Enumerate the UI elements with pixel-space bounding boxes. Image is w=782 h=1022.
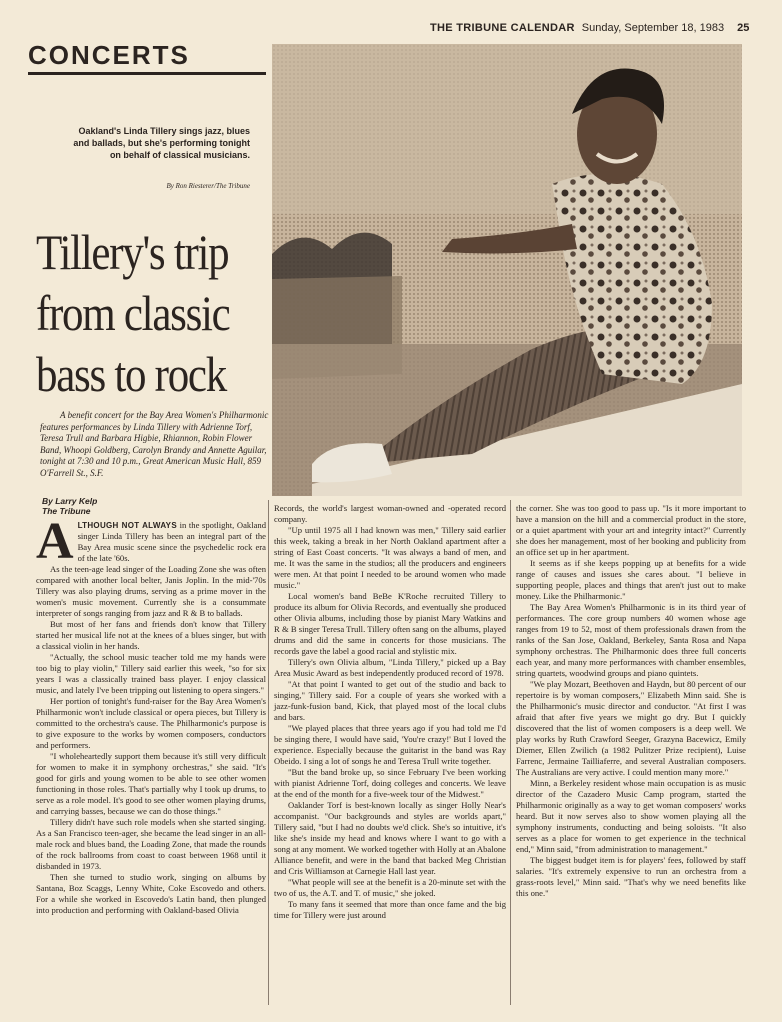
paragraph: "Actually, the school music teacher told me my hands were too big to play violin," Tillery said earlier this week, "so for six years I was a classically trained bass player. I enjoy classical music, and lately I've been tripping out listening to opera singers."	[36, 652, 266, 695]
paragraph: Records, the world's largest woman-owned and -operated record company.	[274, 503, 506, 524]
lead-in: LTHOUGH NOT ALWAYS	[77, 521, 177, 530]
photo-credit: By Ron Riesterer/The Tribune	[166, 182, 250, 190]
event-summary: A benefit concert for the Bay Area Women's Philharmonic features performances by Linda Tillery with Adrienne Torf, Teresa Trull and Barbara Higbie, Rhiannon, Robin Flower Band, Whoopi Goldberg, Carolyn Brandy and Annette Aguilar, tonight at 7:30 and 10 p.m., Great American Music Hall, 859 O'Farrell St., S.F.	[40, 410, 269, 478]
section-rule	[28, 72, 266, 75]
column-divider	[510, 500, 511, 1005]
paragraph-text: in the spotlight, Oakland singer Linda Tillery has been an integral part of the Bay Area music scene since the psychedelic rock era of the late '60s.	[77, 520, 266, 563]
paragraph: The biggest budget item is for players' fees, followed by staff salaries. "It's extremely expensive to run an orchestra from a grass-roots level," Minn said. "That's why we need benefits like this one."	[516, 855, 746, 898]
paragraph: To many fans it seemed that more than once fame and the big time for Tillery were just around	[274, 899, 506, 920]
paragraph: Oaklander Torf is best-known locally as singer Holly Near's accompanist. "Our backgrounds and styles are worlds apart," Tillery said, "but I had no doubts we'd click. She's so intuitive, it's like she's inside my head and knows where I want to go with a song at any moment. We worked together with Holly at an Abalone Alliance benefit, and were in the band that backed Meg Christian and Cris Williamson at Carnegie Hall last year.	[274, 800, 506, 876]
paragraph: As the teen-age lead singer of the Loading Zone she was often compared with another local belter, Janis Joplin. In the mid-'70s Tillery was also playing drums, serving as a prime mover in the women's music movement. Currently she is a consummate interpreter of songs ranging from jazz and R & B to ballads.	[36, 564, 266, 618]
paragraph: Tillery didn't have such role models when she started singing. As a San Francisco teen-ager, she became the lead singer in an all-male rock and blues band, the Loading Zone, that made the rounds of the rock ballrooms from coast to coast between 1968 until it disbanded in 1973.	[36, 817, 266, 871]
paragraph: But most of her fans and friends don't know that Tillery started her musical life not at the knees of a blues singer, but with a classical violin in her hands.	[36, 619, 266, 651]
byline-org: The Tribune	[42, 506, 91, 516]
paragraph: "We play Mozart, Beethoven and Haydn, but 80 percent of our repertoire is by woman composers," Elizabeth Minn said. She is the Philharmonic's music director and conductor. "At first I was afraid that after five years we might go dry. But I quickly discovered that the list of women composers is a deep well. We play works by Ruth Crawford Seeger, Grazyna Bacewicz, Emily Diemer, Ellen Zwilich (a 1982 Pulitzer Prize recipient), Luise Farrenc, Jermaine Tailliaferre, and several Australian composers. The Australians are very active. I could mention many more."	[516, 679, 746, 777]
article-column-1	[36, 513, 266, 916]
publication-date: Sunday, September 18, 1983	[581, 22, 725, 34]
paragraph: Local women's band BeBe K'Roche recruited Tillery to produce its album for Olivia Records, and eventually she produced other Olivia albums, including those by pianist Mary Watkins and R & B singer Teresa Trull. Tillery often sang on the albums, played drums and did the same in concerts for those musicians. The records gave the label a good racial and stylistic mix.	[274, 591, 506, 656]
paragraph: Then she turned to studio work, singing on albums by Santana, Boz Scaggs, Lenny White, Coke Escovedo and others. For a while she worked in Escovedo's Latin band, then plunged into production and performing with Oakland-based Olivia	[36, 872, 266, 915]
headline: Tillery's trip from classic bass to rock	[36, 224, 230, 402]
paragraph: "I wholeheartedly support them because it's still very difficult for women to make it in symphony orchestras," she said. "It's good for girls and young women to be able to see other women functioning in those roles. That's partially why I took up drums, to serve as a role model. It's good to see other women playing drums, and carrying basses, because we can do those things."	[36, 751, 266, 816]
paragraph: Minn, a Berkeley resident whose main occupation is as music director of the Cazadero Music Camp program, started the Philharmonic originally as a way to get woman composers' works heard. But it now serves also to show women playing all the symphony instruments, conducting and being soloists. "It also serves as a place for women to get experience in the technical end," Minn said, "from administration to management."	[516, 778, 746, 854]
paragraph: the corner. She was too good to pass up. "Is it more important to have a mansion on the hill and a commercial product in the store, or a quiet apartment with your art and integrity intact?" Currently she does her management, most of her booking and publicity from an office set up in her apartment.	[516, 503, 746, 557]
publication-name: THE TRIBUNE CALENDAR	[430, 22, 575, 34]
paragraph: "At that point I wanted to get out of the studio and back to singing," Tillery said. For a couple of years she worked with a jazz-funk-fusion band, Kick, that played most of the local clubs and bars.	[274, 679, 506, 722]
photo-caption: Oakland's Linda Tillery sings jazz, blues and ballads, but she's performing tonight on behalf of classical musicians.	[73, 126, 250, 160]
paragraph: Tillery's own Olivia album, "Linda Tillery," picked up a Bay Area Music Award as best independently produced record of 1978.	[274, 657, 506, 678]
column-divider	[268, 500, 269, 1005]
page-number: 25	[737, 22, 750, 34]
section-title: CONCERTS	[28, 40, 190, 70]
paragraph: "We played places that three years ago if you had told me I'd be singing there, I would have said, 'You're crazy!' But I loved the experience. Especially because the guitarist in the band was Ray Obeido. I sing a lot of songs he and Teresa Trull write together.	[274, 723, 506, 766]
photo-graphic	[272, 44, 742, 496]
article-photo	[272, 44, 742, 496]
paragraph: Her portion of tonight's fund-raiser for the Bay Area Women's Philharmonic won't include classical or opera pieces, but Tillery is committed to the orchestra's cause. The Philharmonic's purpose is to give exposure to the works by women composers, conductors and performers.	[36, 696, 266, 750]
paragraph: "Up until 1975 all I had known was men," Tillery said earlier this week, taking a break in her North Oakland apartment after a string of East Coast concerts. "It was always a band of men, and me. It was the same in the studios; all the producers and engineers were men. At that point I needed to be around women who made music."	[274, 525, 506, 590]
paragraph: "But the band broke up, so since February I've been working with pianist Adrienne Torf, doing colleges and concerts. We leave at the end of the month for a five-week tour of the Midwest."	[274, 767, 506, 799]
paragraph: It seems as if she keeps popping up at benefits for a wide range of causes and issues she cares about. "I believe in supporting people, places and things that aren't just out to make money. Like the Philharmonic."	[516, 558, 746, 601]
paragraph: "What people will see at the benefit is a 20-minute set with the two of us, the A.T. and T. of music," she joked.	[274, 877, 506, 898]
byline-author: By Larry Kelp	[42, 496, 98, 506]
paragraph	[36, 513, 266, 570]
page-header	[430, 22, 750, 42]
article-column-2	[274, 503, 506, 921]
drop-cap: A	[36, 513, 74, 570]
article-column-3	[516, 503, 746, 899]
paragraph: The Bay Area Women's Philharmonic is in its third year of performances. The core group numbers 40 women whose age ranges from 19 to 52, most of them professionals drawn from the ranks of the San Jose, Oakland, Berkeley, Santa Rosa and Napa symphony orchestras. The Philharmonic does three full concerts each year, and many more performances with chamber ensembles, string quartets, woodwind groups and piano quintets.	[516, 602, 746, 678]
